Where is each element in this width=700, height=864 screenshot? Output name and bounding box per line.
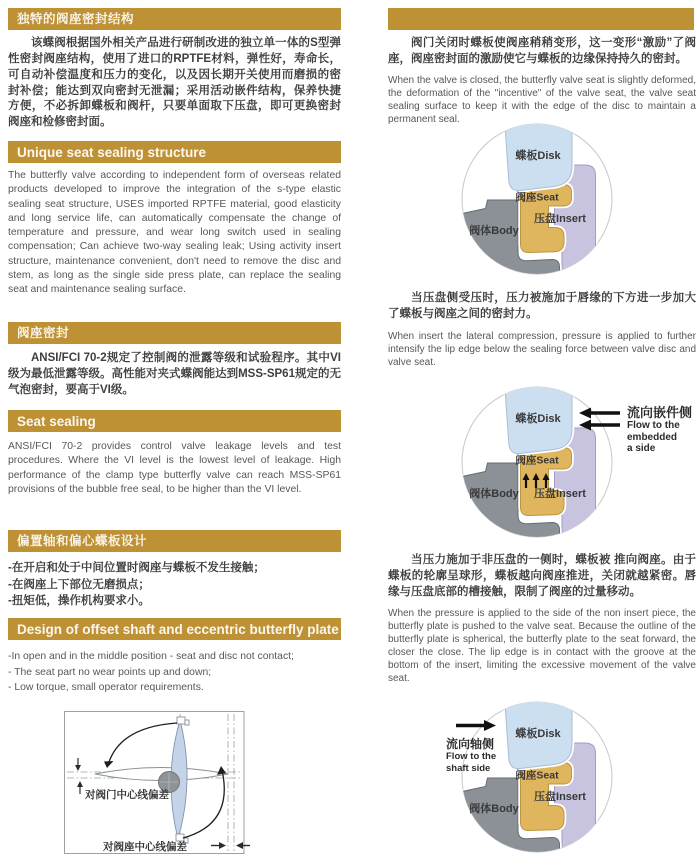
bullet-item: - Low torque, small operator requirements. [8, 682, 204, 694]
section-header-text: Design of offset shaft and eccentric butterfly plate [17, 622, 339, 637]
diagram-border [65, 712, 245, 854]
section-header-seat-sealing-zh [8, 322, 341, 344]
valve-section-diagram-1 [459, 121, 615, 277]
paragraph-non-insert-pressure-en: When the pressure is applied to the side of the non insert piece, the butterfly plate is pushed to the valve seat. Because the outline of the butterfly plate is spherical, the butterfly plate to the seat forward, the closer the close. The lip edge is in contact with the groove at the bottom of the insert, limiting the excessive movement of the valve seat. [388, 608, 696, 684]
seat-label: 阀座Seat [515, 454, 559, 467]
flow-label-en-line: Flow to the [627, 420, 680, 431]
section-header-unique-seal-en [8, 141, 341, 163]
offset-centerline-diagram [64, 711, 254, 854]
flow-annotation-shaft-side [446, 719, 518, 774]
flow-label-zh: 流向嵌件侧 [627, 405, 693, 420]
flow-label-en-line: shaft side [446, 762, 491, 774]
paragraph-unique-seal-zh: 该蝶阀根据国外相关产品进行研制改进的独立单一体的S型弹性密封阀座结构，使用了进口的RPTFE材料，弹性好，寿命长，可自动补偿温度和压力的变化，以及因长期开关使用而磨损的密封补偿；能达到双向密封无泄漏；采用活动嵌件结构，保养快捷方便，不必拆卸蝶板和阀杆，只要单面取下压盘，即可更换密封阀座和检修密封面。 [8, 37, 341, 129]
bullet-item: -In open and in the middle position - seat and disc not contact; [8, 651, 294, 662]
paragraph-insert-pressure-zh: 当压盘侧受压时，压力被施加于唇缘的下方进一步加大了蝶板与阀座之间的密封力。 [388, 292, 696, 320]
flow-label-en-line: a side [627, 443, 656, 454]
disk-label: 蝶板Disk [515, 413, 561, 425]
section-header-text: 阀座密封 [17, 326, 70, 340]
section-header-blank [388, 8, 694, 30]
section-header-text: Seat sealing [17, 414, 96, 429]
insert-label: 压盘Insert [534, 791, 586, 803]
disk-label: 蝶板Disk [515, 728, 561, 740]
body-label: 阀体Body [469, 803, 519, 815]
body-label: 阀体Body [469, 225, 519, 237]
section-header-offset-design-zh [8, 530, 341, 552]
section-header-unique-seal-zh [8, 8, 341, 30]
bullet-item: -在开启和处于中间位置时阀座与蝶板不发生接触； [8, 562, 265, 574]
insert-label: 压盘Insert [534, 213, 586, 225]
bullet-list-offset-design-en [8, 649, 341, 696]
flow-right-arrow-icon [454, 719, 498, 732]
seat-label: 阀座Seat [515, 769, 559, 782]
section-header-seat-sealing-en [8, 410, 341, 432]
section-header-text: Unique seat sealing structure [17, 145, 207, 160]
bullet-list-offset-design-zh [8, 560, 341, 610]
section-header-text: 独特的阀座密封结构 [17, 12, 135, 26]
paragraph-unique-seal-en: The butterfly valve according to independent form of overseas related products developed to improve the integration of the s-type elastic sealing seat structure, USES imported RPTFE material, good elasticity and long service life, can automatically compensate the change of temperature and pressure, and wear long switch used in sealing compensation; Can achieve two-way sealing leak; Using activity insert structure, maintenance convenient, don't need to remove the disc and stem, as long as the single side press plate, can replace the sealing seat and maintenance sealing surface. [8, 170, 341, 295]
paragraph-close-deform-en: When the valve is closed, the butterfly valve seat is slightly deformed, the deformation of the "incentive" of the valve seat, the valve seat sealing surface to keep it with the edge of the disc to maintain a permanent seal. [388, 75, 696, 125]
disk-label: 蝶板Disk [515, 150, 561, 162]
paragraph-seat-sealing-en: ANSI/FCI 70-2 provides control valve leakage levels and test procedures. Where the VI level is the lowest level of leakage. High performance of the clamp type butterfly valve can reach MSS-SP61 provisions of the bubble free seal, to be higher than the VI level. [8, 441, 341, 495]
flow-label-zh: 流向轴侧 [446, 737, 495, 751]
top-stem-block [177, 717, 185, 724]
bullet-item: - The seat part no wear points up and down; [8, 666, 212, 678]
flow-annotation-insert-side [578, 406, 692, 455]
flow-label-en-line: embedded [627, 431, 678, 443]
insert-label: 压盘Insert [534, 488, 586, 500]
bottom-stem-block [176, 834, 184, 841]
paragraph-seat-sealing-zh: ANSI/FCI 70-2规定了控制阀的泄露等级和试验程序。其中VI级为最低泄露等级。高性能对夹式蝶阀能达到MSS-SP61规定的无气泡密封，要高于VI级。 [8, 352, 341, 396]
body-label: 阀体Body [469, 488, 519, 500]
section-header-offset-design-en [8, 618, 341, 640]
pressure-up-arrows [523, 473, 550, 488]
bullet-item: -扭矩低，操作机构要求小。 [8, 595, 150, 608]
seat-centerline-offset-label: 对阀座中心线偏差 [103, 841, 187, 853]
seat-label: 阀座Seat [515, 191, 559, 204]
flow-left-arrows-icon [578, 406, 622, 432]
flow-label-en-line: Flow to the [446, 751, 497, 762]
valve-centerline-offset-label: 对阀门中心线偏差 [85, 789, 169, 801]
paragraph-insert-pressure-en: When insert the lateral compression, pressure is applied to further intensify the lip edge below the sealing force between valve disc and valve seat. [388, 331, 696, 368]
section-header-text: 偏置轴和偏心蝶板设计 [17, 534, 148, 548]
top-stem-block-small [185, 720, 189, 725]
paragraph-non-insert-pressure-zh: 当压力施加于非压盘的一侧时，蝶板被 推向阀座。由于蝶板的轮廓呈球形，蝶板越向阀座推进，关闭就越紧密。唇缘与压盘底部的槽接触，限制了阀座的过量移动。 [388, 554, 696, 598]
bullet-item: -在阀座上下部位无磨损点； [8, 578, 150, 591]
paragraph-close-deform-zh: 阀门关闭时蝶板使阀座稍稍变形，这一变形“激励”了阀座，阀座密封面的激励使它与蝶板的边缘保持持久的密封。 [388, 37, 696, 65]
